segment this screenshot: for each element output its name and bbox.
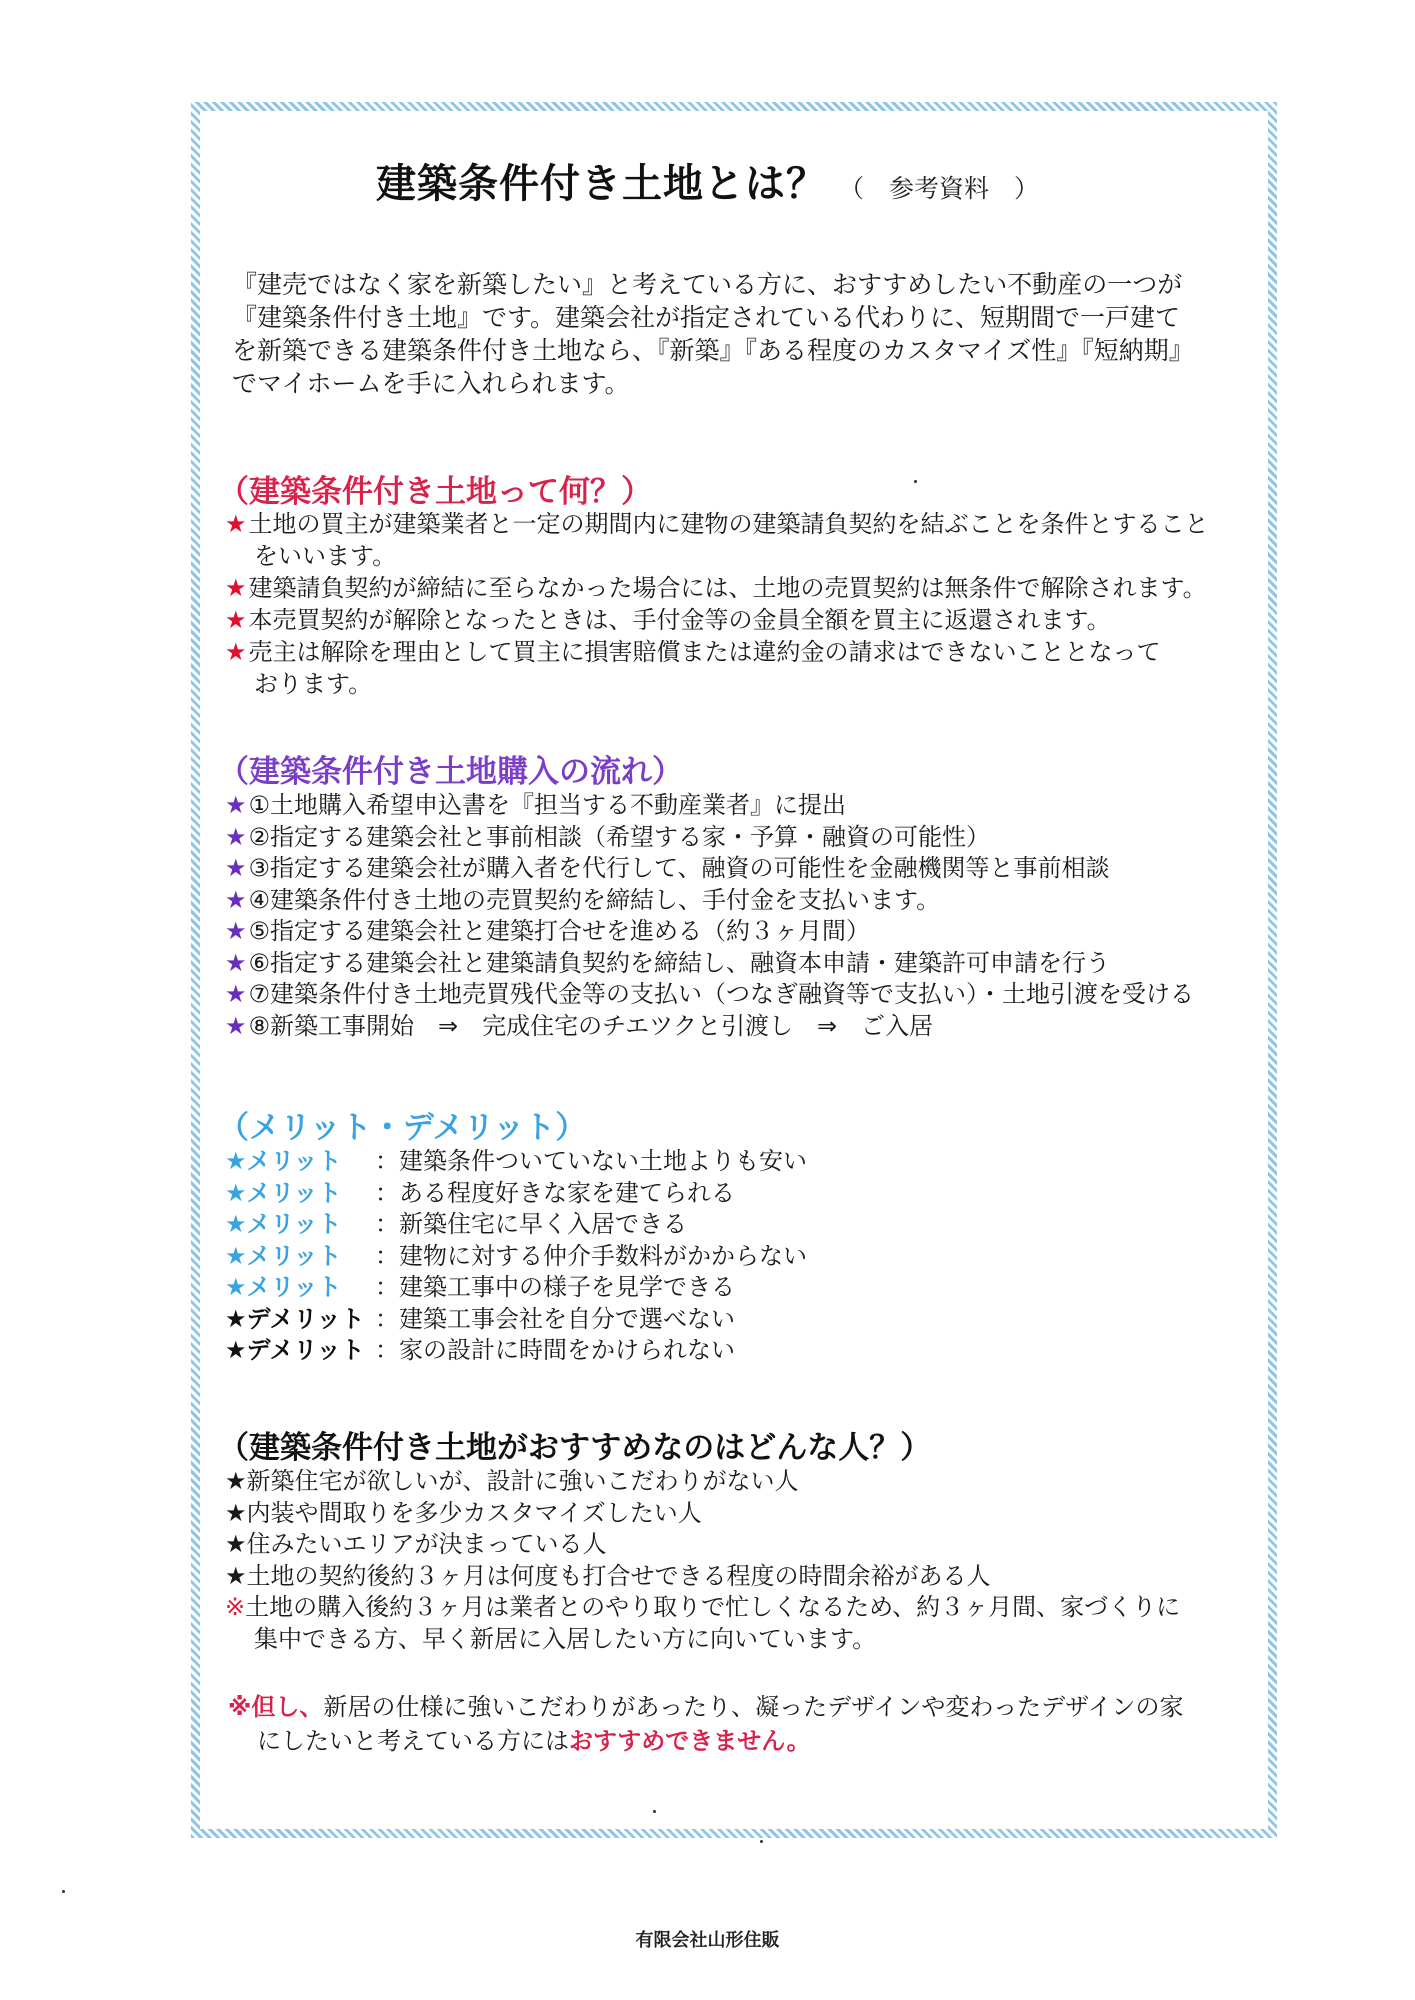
- section-who-list: [225, 1466, 1180, 1655]
- list-item: ★土地の買主が建築業者と一定の期間内に建物の建築請負契約を結ぶことを条件とすること: [225, 510, 1209, 538]
- scan-speck: [62, 1890, 65, 1893]
- merit-label: ★メリット: [225, 1210, 342, 1238]
- note-continuation: 集中できる方、早く新居に入居したい方に向いています。: [254, 1624, 877, 1653]
- star-icon: ★: [225, 917, 247, 945]
- company-footer: 有限会社山形住販: [635, 1930, 780, 1951]
- page-title-row: [0, 152, 1415, 209]
- section-heading-who: （建築条件付き土地がおすすめなのはどんな人？）: [218, 1430, 932, 1466]
- star-icon: ★: [225, 791, 247, 819]
- list-item: ★売主は解除を理由として買主に損害賠償または違約金の請求はできないこととなって: [225, 638, 1161, 666]
- intro-line: 『建売ではなく家を新築したい』と考えている方に、おすすめしたい不動産の一つが: [232, 270, 1183, 299]
- star-icon: ★: [225, 948, 247, 977]
- demerit-row: [225, 1304, 807, 1336]
- merit-row: [225, 1209, 807, 1241]
- merit-label: ★メリット: [225, 1241, 342, 1270]
- demerit-label: ★デメリット: [225, 1304, 365, 1333]
- scan-speck: [760, 1840, 763, 1843]
- note-mark: ※: [225, 1593, 246, 1621]
- caution-line: [228, 1724, 1184, 1758]
- star-icon: ★: [225, 822, 247, 851]
- merit-text: ：建築条件ついていない土地よりも安い: [375, 1147, 807, 1175]
- list-item: ★住みたいエリアが決まっている人: [225, 1530, 607, 1558]
- note-text: 土地の購入後約３ヶ月は業者とのやり取りで忙しくなるため、約３ヶ月間、家づくりに: [245, 1593, 1181, 1621]
- scan-speck: [653, 1810, 656, 1813]
- merit-text: ：建物に対する仲介手数料がかからない: [375, 1241, 807, 1270]
- list-item: ★⑤指定する建築会社と建築打合せを進める（約３ヶ月間）: [225, 917, 871, 945]
- merit-text: ：新築住宅に早く入居できる: [375, 1210, 687, 1238]
- star-icon: ★: [225, 1011, 247, 1040]
- section-flow-list: [225, 790, 1194, 1042]
- list-item: ★⑦建築条件付き土地売買残代金等の支払い（つなぎ融資等で支払い）・土地引渡を受ける: [225, 980, 1195, 1008]
- star-icon: ★: [225, 980, 247, 1008]
- list-item: ★③指定する建築会社が購入者を代行して、融資の可能性を金融機関等と事前相談: [225, 854, 1110, 882]
- star-icon: ★: [225, 510, 247, 538]
- section-merits-list: [225, 1146, 807, 1367]
- page-title: 建築条件付き土地とは？: [375, 161, 827, 207]
- list-item-continuation: おります。: [254, 670, 373, 698]
- caution-text: 新居の仕様に強いこだわりがあったり、凝ったデザインや変わったデザインの家: [323, 1693, 1184, 1721]
- intro-paragraph: [232, 268, 1232, 400]
- intro-line: を新築できる建築条件付き土地なら、『新築』『ある程度のカスタマイズ性』『短納期』: [232, 336, 1194, 365]
- merit-text: ：ある程度好きな家を建てられる: [375, 1178, 735, 1207]
- caution-emphasis: おすすめできません。: [569, 1727, 811, 1755]
- list-item: ★土地の契約後約３ヶ月は何度も打合せできる程度の時間余裕がある人: [225, 1561, 991, 1590]
- list-item: ★本売買契約が解除となったときは、手付金等の金員全額を買主に返還されます。: [225, 606, 1111, 634]
- merit-label: ★メリット: [225, 1273, 342, 1301]
- caution-note: [228, 1690, 1184, 1758]
- list-item: ★④建築条件付き土地の売買契約を締結し、手付金を支払います。: [225, 885, 941, 914]
- caution-line: [228, 1690, 1184, 1724]
- demerit-text: ：家の設計に時間をかけられない: [375, 1336, 735, 1364]
- section-what-list: [225, 508, 1209, 700]
- section-heading-flow: （建築条件付き土地購入の流れ）: [218, 754, 683, 790]
- demerit-text: ：建築工事会社を自分で選べない: [375, 1304, 735, 1333]
- note-item: [225, 1592, 1180, 1624]
- star-icon: ★: [225, 606, 247, 634]
- star-icon: ★: [225, 854, 247, 882]
- list-item: ★新築住宅が欲しいが、設計に強いこだわりがない人: [225, 1467, 799, 1495]
- caution-text: にしたいと考えている方には: [257, 1727, 569, 1755]
- list-item: ★①土地購入希望申込書を『担当する不動産業者』に提出: [225, 791, 847, 819]
- list-item: ★⑧新築工事開始 ⇒ 完成住宅のチエツクと引渡し ⇒ ご入居: [225, 1011, 934, 1040]
- merit-row: [225, 1272, 807, 1304]
- merit-text: ：建築工事中の様子を見学できる: [375, 1273, 735, 1301]
- merit-row: [225, 1241, 807, 1273]
- merit-label: ★メリット: [225, 1178, 342, 1207]
- merit-row: [225, 1146, 807, 1178]
- list-item: ★内装や間取りを多少カスタマイズしたい人: [225, 1498, 702, 1527]
- demerit-label: ★デメリット: [225, 1336, 365, 1364]
- list-item: ★⑥指定する建築会社と建築請負契約を締結し、融資本申請・建築許可申請を行う: [225, 948, 1111, 977]
- section-heading-merits: （メリット・デメリット）: [218, 1110, 587, 1146]
- merit-row: [225, 1178, 807, 1210]
- intro-line: 『建築条件付き土地』です。建築会社が指定されている代わりに、短期間で一戸建て: [232, 303, 1181, 332]
- intro-line: でマイホームを手に入れられます。: [232, 369, 630, 398]
- star-icon: ★: [225, 885, 247, 914]
- list-item-continuation: をいいます。: [254, 542, 397, 570]
- scan-speck: [914, 480, 917, 483]
- caution-mark: ※但し、: [228, 1693, 324, 1721]
- list-item: ★建築請負契約が締結に至らなかった場合には、土地の売買契約は無条件で解除されます。: [225, 574, 1207, 602]
- list-item: ★②指定する建築会社と事前相談（希望する家・予算・融資の可能性）: [225, 822, 991, 851]
- merit-label: ★メリット: [225, 1147, 342, 1175]
- star-icon: ★: [225, 574, 247, 602]
- section-heading-what: （建築条件付き土地って何？）: [218, 474, 652, 510]
- page-subtitle: （ 参考資料 ）: [838, 174, 1039, 203]
- demerit-row: [225, 1335, 807, 1367]
- star-icon: ★: [225, 638, 247, 666]
